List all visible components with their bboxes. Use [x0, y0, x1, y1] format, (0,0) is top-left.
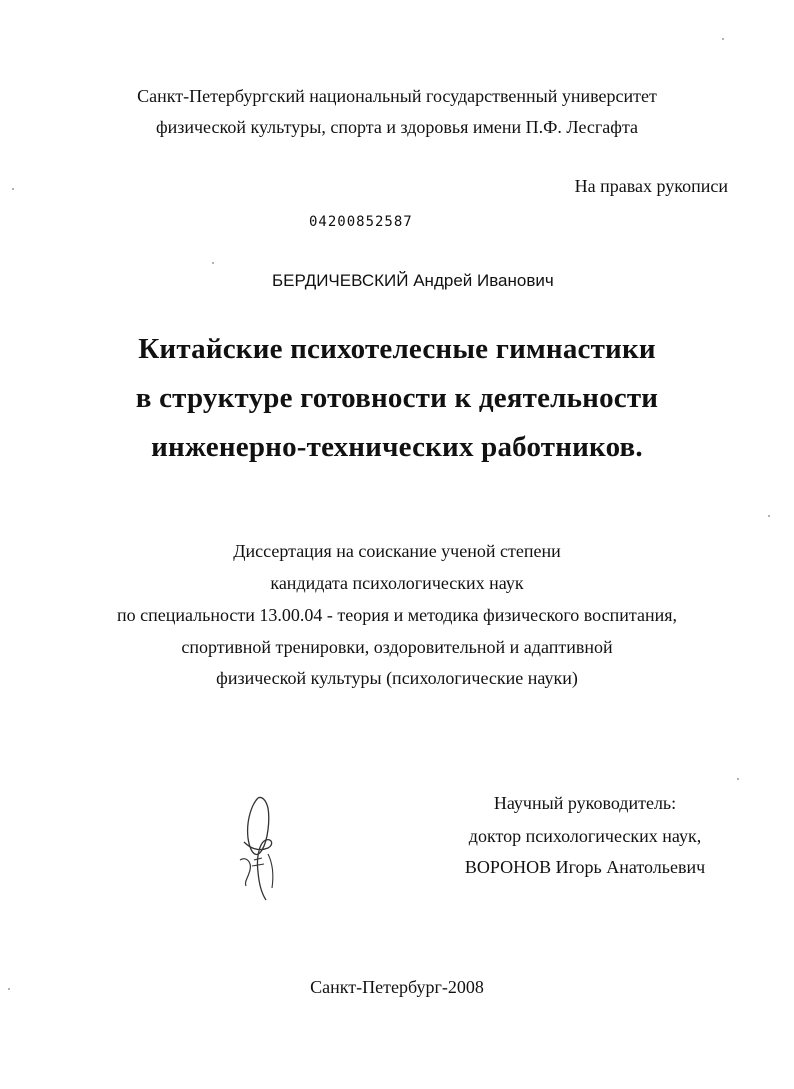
title-line-3: инженерно-технических работников. [151, 431, 643, 463]
handwritten-signature-icon [228, 790, 288, 905]
rights-note: На правах рукописи [574, 176, 728, 196]
scan-speck [8, 988, 10, 990]
supervisor-name: ВОРОНОВ Игорь Анатольевич [464, 857, 706, 877]
title-line-1: Китайские психотелесные гимнастики [138, 333, 656, 365]
author-name: БЕРДИЧЕВСКИЙ Андрей Иванович [272, 271, 554, 290]
supervisor-label: Научный руководитель: [493, 793, 677, 813]
university-name-line-2: физической культуры, спорта и здоровья имени П.Ф. Лесгафта [155, 117, 639, 137]
scan-speck [722, 38, 724, 40]
title-line-2: в структуре готовности к деятельности [135, 382, 659, 414]
scan-speck [737, 778, 739, 780]
dissertation-line-5: физической культуры (психологические науки) [216, 668, 578, 688]
dissertation-line-1: Диссертация на соискание ученой степени [233, 541, 561, 561]
scan-speck [212, 262, 214, 264]
dissertation-line-2: кандидата психологических наук [270, 573, 524, 593]
university-name-line-1: Санкт-Петербургский национальный государственный университет [137, 86, 657, 106]
city-year: Санкт-Петербург-2008 [310, 977, 484, 997]
dissertation-line-3: по специальности 13.00.04 - теория и методика физического воспитания, [116, 605, 678, 625]
scan-speck [12, 188, 14, 190]
dissertation-line-4: спортивной тренировки, оздоровительной и адаптивной [181, 637, 613, 657]
scan-speck [768, 515, 770, 517]
catalog-code: 04200852587 [309, 214, 413, 230]
supervisor-degree: доктор психологических наук, [468, 826, 702, 846]
